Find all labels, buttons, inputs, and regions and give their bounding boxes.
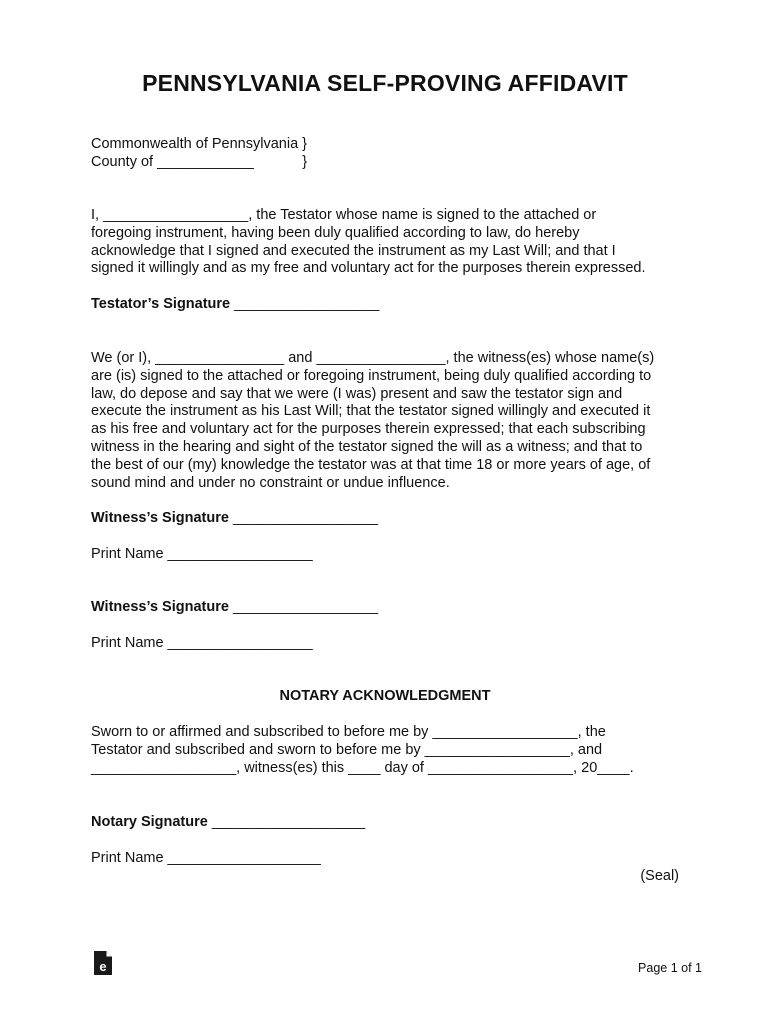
notary-print-name[interactable]: Print Name ___________________: [91, 850, 321, 866]
testator-statement-line: foregoing instrument, having been duly qualified according to law, do hereby: [91, 224, 580, 241]
notary-signature-line[interactable]: [91, 814, 691, 832]
witness-statement-line: law, do depose and say that we were (I was) present and saw the testator sign and: [91, 385, 623, 402]
witness-statement-line: We (or I), ________________ and ________________, the witness(es) whose name(s): [91, 350, 655, 366]
witness1-signature-label: Witness’s Signature: [91, 510, 229, 526]
witness2-print-name[interactable]: Print Name __________________: [91, 635, 313, 651]
venue-line-2: County of ____________ }: [91, 153, 308, 170]
witness-statement-line: sound mind and under no constraint or undue influence.: [91, 474, 450, 491]
witness-statement-line: the best of our (my) knowledge the testator was at that time 18 or more years of age, of: [91, 456, 651, 473]
witness-statement-line: as his free and voluntary act for the purposes therein expressed; that each subscribing: [91, 421, 646, 438]
notary-statement-line: __________________, witness(es) this ____ day of __________________, 20____.: [91, 759, 634, 776]
testator-statement-line: signed it willingly and as my free and voluntary act for the purposes therein expressed.: [91, 260, 646, 277]
notary-signature-label: Notary Signature: [91, 814, 208, 830]
document-title: PENNSYLVANIA SELF-PROVING AFFIDAVIT: [142, 70, 628, 96]
witness1-print-name[interactable]: Print Name __________________: [91, 546, 313, 562]
testator-signature-line[interactable]: [91, 296, 691, 314]
witness1-signature-blank[interactable]: __________________: [228, 510, 379, 526]
testator-signature-blank[interactable]: __________________: [230, 296, 380, 312]
svg-text:e: e: [99, 959, 107, 974]
notary-statement-line: Sworn to or affirmed and subscribed to before me by __________________, the: [91, 724, 606, 740]
witness1-signature-line[interactable]: [91, 510, 691, 528]
seal-label: (Seal): [640, 868, 679, 884]
notary-statement: [91, 724, 691, 777]
venue-block: [91, 136, 691, 172]
page-number: Page 1 of 1: [638, 961, 702, 975]
witness-statement-line: witness in the hearing and sight of the testator signed the will as a witness; and that to: [91, 438, 643, 455]
notary-signature-blank[interactable]: ___________________: [207, 814, 366, 830]
venue-line-1: Commonwealth of Pennsylvania }: [91, 136, 308, 152]
notary-heading: NOTARY ACKNOWLEDGMENT: [279, 688, 491, 704]
testator-statement: [91, 207, 691, 278]
witness-statement: [91, 350, 691, 492]
witness2-signature-blank[interactable]: __________________: [228, 599, 379, 615]
testator-statement-line: acknowledge that I signed and executed the instrument as my Last Will; and that I: [91, 242, 616, 259]
notary-statement-line: Testator and subscribed and sworn to before me by __________________, and: [91, 741, 603, 758]
testator-statement-line: I, __________________, the Testator whose name is signed to the attached or: [91, 207, 597, 223]
witness-statement-line: are (is) signed to the attached or foregoing instrument, being duly qualified according to: [91, 367, 652, 384]
witness2-signature-label: Witness’s Signature: [91, 599, 229, 615]
witness2-signature-line[interactable]: [91, 599, 691, 617]
eforms-logo-icon: [93, 950, 113, 976]
testator-signature-label: Testator’s Signature: [91, 296, 231, 312]
witness-statement-line: execute the instrument as his Last Will; that the testator signed willingly and executed it: [91, 403, 651, 420]
